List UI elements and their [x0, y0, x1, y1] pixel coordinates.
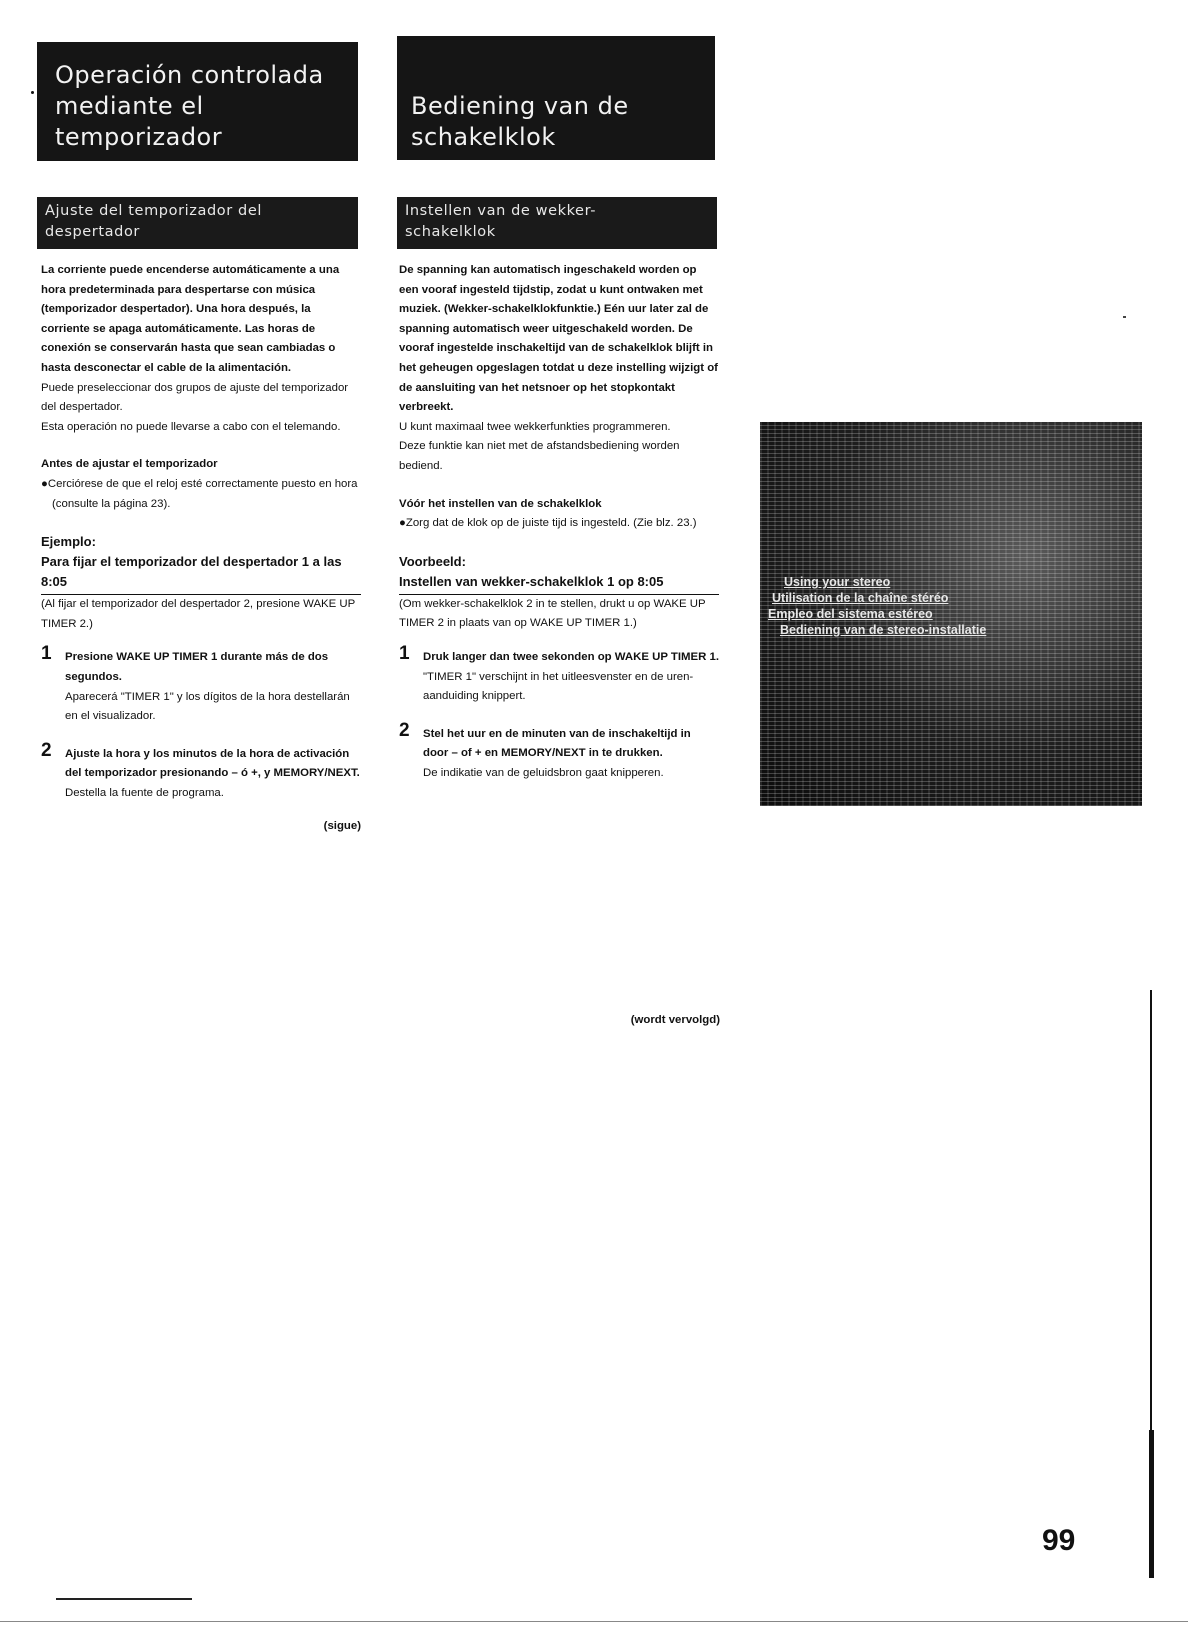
photo-menu-item: Using your stereo: [784, 575, 891, 589]
page-bottom-rule: [0, 1621, 1188, 1622]
dutch-column: [399, 261, 719, 783]
step-text: "TIMER 1" verschijnt in het uitleesvenster en de uren-aanduiding knippert.: [423, 670, 694, 703]
example-label: Ejemplo:: [41, 534, 96, 550]
page-number: 99: [1042, 1524, 1076, 1557]
step-text: De indikatie van de geluidsbron gaat knipperen.: [423, 766, 664, 779]
example-note: (Om wekker-schakelklok 2 in te stellen, drukt u op WAKE UP TIMER 2 in plaats van op WAKE UP TIMER 1.): [399, 597, 706, 630]
page-title-spanish: Operación controlada mediante el temporizador: [37, 42, 358, 161]
photo-menu-item: Utilisation de la chaîne stéréo: [772, 591, 949, 605]
photo-menu-item: Empleo del sistema estéreo: [768, 607, 933, 621]
paragraph: Esta operación no puede llevarse a cabo con el telemando.: [41, 420, 341, 433]
step-instruction: Presione WAKE UP TIMER 1 durante más de dos segundos.: [65, 651, 329, 683]
step-1: [399, 642, 720, 707]
paragraph: Puede preseleccionar dos grupos de ajuste del temporizador del despertador.: [41, 381, 349, 414]
edge-bar: [1149, 1430, 1154, 1578]
step-text: Aparecerá "TIMER 1" y los dígitos de la hora destellarán en el visualizador.: [65, 690, 350, 723]
before-heading: Vóór het instellen van de schakelklok: [399, 497, 602, 510]
step-2: [41, 739, 361, 804]
continued-label: (wordt vervolgd): [630, 1014, 720, 1026]
intro-paragraph: La corriente puede encenderse automáticamente a una hora predeterminada para despertarse con música (temporizador despertador). Una hora después, la corriente se apaga automáticamente. Las horas de conexión se conservarán hasta que sean cambiadas o hasta desconectar el cable de la alimentación.: [41, 264, 340, 374]
step-number: 1: [41, 643, 52, 665]
step-instruction: Ajuste la hora y los minutos de la hora de activación del temporizador presionando – ó +, y MEMORY/NEXT.: [65, 747, 360, 780]
step-number: 2: [41, 739, 52, 761]
scan-mark: [31, 91, 34, 94]
continued-label: (sigue): [323, 820, 361, 833]
section-heading-spanish: Ajuste del temporizador del despertador: [37, 197, 358, 249]
paragraph: Deze funktie kan niet met de afstandsbediening worden bediend.: [399, 440, 680, 472]
photo-menu-item: Bediening van de stereo-installatie: [780, 623, 987, 637]
step-instruction: Druk langer dan twee sekonden op WAKE UP TIMER 1.: [423, 650, 720, 663]
step-1: [41, 643, 361, 726]
before-bullet: ●Zorg dat de klok op de juiste tijd is ingesteld. (Zie blz. 23.): [399, 517, 697, 530]
paragraph: U kunt maximaal twee wekkerfunkties programmeren.: [399, 420, 671, 433]
step-text: Destella la fuente de programa.: [65, 786, 224, 799]
spanish-column: [41, 261, 361, 837]
step-instruction: Stel het uur en de minuten van de inschakeltijd in door – of + en MEMORY/NEXT in te drukken.: [423, 727, 691, 760]
edge-bar: [1150, 990, 1152, 1430]
example-label: Voorbeeld:: [399, 553, 466, 569]
step-number: 2: [399, 719, 410, 741]
page-title-dutch: Bediening van de schakelklok: [397, 36, 715, 160]
stereo-photo: [760, 422, 1142, 806]
intro-paragraph: De spanning kan automatisch ingeschakeld worden op een vooraf ingesteld tijdstip, zodat u kunt ontwaken met muziek. (Wekker-schakelklokfunktie.) Eén uur later zal de spanning automatisch weer uitgeschakeld worden. De vooraf ingestelde inschakeltijd van de schakelklok blijft in het geheugen opgeslagen totdat u deze instelling wijzigt of de aansluiting van het netsnoer op het stopkontakt verbreekt.: [399, 264, 718, 414]
scan-mark: [1123, 316, 1126, 318]
step-2: [399, 719, 719, 784]
photo-menu: [760, 574, 986, 638]
step-number: 1: [399, 642, 410, 664]
example-heading: Instellen van wekker-schakelklok 1 op 8:05: [399, 572, 719, 595]
section-heading-dutch: Instellen van de wekker- schakelklok: [397, 197, 717, 249]
before-heading: Antes de ajustar el temporizador: [41, 458, 218, 471]
before-bullet: ●Cerciórese de que el reloj esté correctamente puesto en hora (consulte la página 23).: [41, 477, 358, 510]
example-heading: Para fijar el temporizador del despertador 1 a las 8:05: [41, 552, 361, 595]
footer-rule: [56, 1598, 192, 1600]
example-note: (Al fijar el temporizador del despertador 2, presione WAKE UP TIMER 2.): [41, 598, 356, 630]
